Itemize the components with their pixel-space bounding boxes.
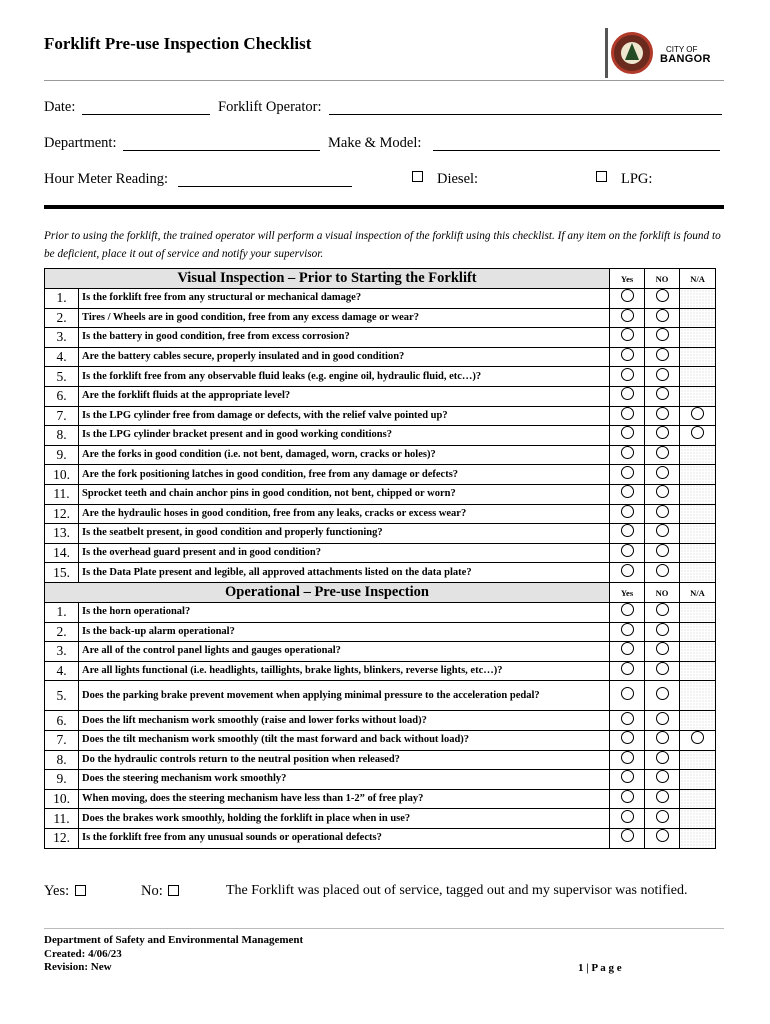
item-number: 1. xyxy=(45,603,79,623)
item-number: 7. xyxy=(45,730,79,750)
answer-cell-yes xyxy=(610,789,645,809)
radio-no[interactable] xyxy=(656,790,669,803)
answer-cell-na xyxy=(680,730,716,750)
answer-cell-na xyxy=(680,770,716,790)
answer-cell-yes xyxy=(610,563,645,583)
out-of-service-statement: The Forklift was placed out of service, tagged out and my supervisor was notified. xyxy=(226,883,688,898)
footer-rule xyxy=(44,928,724,929)
item-number: 14. xyxy=(45,543,79,563)
radio-no[interactable] xyxy=(656,466,669,479)
radio-no[interactable] xyxy=(656,407,669,420)
item-question: Is the forklift free from any observable fluid leaks (e.g. engine oil, hydraulic fluid, etc…)? xyxy=(79,367,610,387)
item-number: 3. xyxy=(45,328,79,348)
col-no: NO xyxy=(645,269,680,289)
answer-cell-no xyxy=(645,661,680,681)
radio-yes[interactable] xyxy=(621,309,634,322)
answer-cell-na xyxy=(680,328,716,348)
answer-cell-no xyxy=(645,426,680,446)
radio-yes[interactable] xyxy=(621,603,634,616)
checklist-row xyxy=(45,504,716,524)
checklist-row xyxy=(45,603,716,623)
item-number: 10. xyxy=(45,465,79,485)
answer-cell-na xyxy=(680,661,716,681)
answer-cell-no xyxy=(645,563,680,583)
visual-section-heading: Visual Inspection – Prior to Starting the Forklift xyxy=(45,269,610,289)
answer-cell-no xyxy=(645,524,680,544)
answer-cell-na xyxy=(680,809,716,829)
radio-no[interactable] xyxy=(656,289,669,302)
radio-yes[interactable] xyxy=(621,407,634,420)
checklist-row xyxy=(45,386,716,406)
date-label: Date: xyxy=(44,99,76,115)
visual-inspection-table xyxy=(44,268,716,583)
item-number: 15. xyxy=(45,563,79,583)
item-question: Do the hydraulic controls return to the neutral position when released? xyxy=(79,750,610,770)
answer-cell-no xyxy=(645,809,680,829)
radio-yes[interactable] xyxy=(621,623,634,636)
answer-cell-no xyxy=(645,750,680,770)
item-number: 11. xyxy=(45,484,79,504)
answer-cell-no xyxy=(645,642,680,662)
radio-yes[interactable] xyxy=(621,387,634,400)
item-question: Is the LPG cylinder free from damage or defects, with the relief valve pointed up? xyxy=(79,406,610,426)
radio-yes[interactable] xyxy=(621,524,634,537)
col-yes: Yes xyxy=(610,583,645,603)
answer-cell-yes xyxy=(610,543,645,563)
operational-header-row xyxy=(45,583,716,603)
radio-yes[interactable] xyxy=(621,810,634,823)
item-question: Is the Data Plate present and legible, all approved attachments listed on the data plate? xyxy=(79,563,610,583)
answer-cell-na xyxy=(680,789,716,809)
radio-no[interactable] xyxy=(656,524,669,537)
answer-cell-na xyxy=(680,681,716,711)
answer-cell-yes xyxy=(610,661,645,681)
radio-yes[interactable] xyxy=(621,731,634,744)
item-question: Are all of the control panel lights and gauges operational? xyxy=(79,642,610,662)
col-na: N/A xyxy=(680,269,716,289)
yes-label: Yes: xyxy=(44,883,70,899)
answer-cell-no xyxy=(645,828,680,848)
operational-section-heading: Operational – Pre-use Inspection xyxy=(45,583,610,603)
checklist-row xyxy=(45,681,716,711)
tree-icon xyxy=(625,43,639,60)
answer-cell-no xyxy=(645,730,680,750)
item-number: 9. xyxy=(45,445,79,465)
answer-cell-no xyxy=(645,770,680,790)
radio-no[interactable] xyxy=(656,309,669,322)
radio-yes[interactable] xyxy=(621,770,634,783)
radio-yes[interactable] xyxy=(621,642,634,655)
make-model-label: Make & Model: xyxy=(328,135,422,151)
answer-cell-no xyxy=(645,622,680,642)
hour-meter-label: Hour Meter Reading: xyxy=(44,171,169,187)
yes-checkbox[interactable] xyxy=(75,885,86,896)
answer-cell-yes xyxy=(610,386,645,406)
item-number: 12. xyxy=(45,504,79,524)
answer-cell-na xyxy=(680,524,716,544)
answer-cell-na xyxy=(680,465,716,485)
header-rule xyxy=(44,80,724,81)
answer-cell-na xyxy=(680,711,716,731)
answer-cell-yes xyxy=(610,504,645,524)
answer-cell-yes xyxy=(610,828,645,848)
radio-no[interactable] xyxy=(656,731,669,744)
radio-yes[interactable] xyxy=(621,829,634,842)
out-of-service-yes xyxy=(44,883,86,900)
answer-cell-yes xyxy=(610,603,645,623)
radio-yes[interactable] xyxy=(621,289,634,302)
diesel-checkbox[interactable] xyxy=(412,171,423,182)
radio-no[interactable] xyxy=(656,770,669,783)
answer-cell-no xyxy=(645,406,680,426)
radio-no[interactable] xyxy=(656,485,669,498)
radio-no[interactable] xyxy=(656,505,669,518)
answer-cell-na xyxy=(680,367,716,387)
answer-cell-yes xyxy=(610,289,645,309)
radio-yes[interactable] xyxy=(621,348,634,361)
radio-na[interactable] xyxy=(691,426,704,439)
item-question: Does the steering mechanism work smoothly? xyxy=(79,770,610,790)
radio-yes[interactable] xyxy=(621,687,634,700)
item-question: Does the tilt mechanism work smoothly (tilt the mast forward and back without load)? xyxy=(79,730,610,750)
radio-no[interactable] xyxy=(656,368,669,381)
item-question: Is the forklift free from any unusual sounds or operational defects? xyxy=(79,828,610,848)
answer-cell-na xyxy=(680,750,716,770)
item-number: 8. xyxy=(45,426,79,446)
header-divider xyxy=(605,28,608,78)
checklist-row xyxy=(45,661,716,681)
radio-no[interactable] xyxy=(656,603,669,616)
radio-yes[interactable] xyxy=(621,544,634,557)
answer-cell-no xyxy=(645,465,680,485)
radio-yes[interactable] xyxy=(621,426,634,439)
radio-no[interactable] xyxy=(656,564,669,577)
item-question: Does the lift mechanism work smoothly (raise and lower forks without load)? xyxy=(79,711,610,731)
answer-cell-yes xyxy=(610,681,645,711)
item-question: Does the parking brake prevent movement when applying minimal pressure to the acceleration pedal? xyxy=(79,681,610,711)
answer-cell-yes xyxy=(610,347,645,367)
footer-revision: Revision: New xyxy=(44,961,112,973)
checklist-row xyxy=(45,622,716,642)
answer-cell-na xyxy=(680,603,716,623)
answer-cell-na xyxy=(680,642,716,662)
checklist-row xyxy=(45,367,716,387)
answer-cell-na xyxy=(680,289,716,309)
footer-department: Department of Safety and Environmental Management xyxy=(44,934,304,946)
answer-cell-yes xyxy=(610,406,645,426)
item-question: Is the overhead guard present and in good condition? xyxy=(79,543,610,563)
answer-cell-no xyxy=(645,543,680,563)
item-number: 7. xyxy=(45,406,79,426)
answer-cell-yes xyxy=(610,445,645,465)
answer-cell-na xyxy=(680,484,716,504)
radio-no[interactable] xyxy=(656,712,669,725)
visual-header-row xyxy=(45,269,716,289)
no-checkbox[interactable] xyxy=(168,885,179,896)
item-number: 2. xyxy=(45,308,79,328)
checklist-row xyxy=(45,809,716,829)
item-question: Is the LPG cylinder bracket present and in good working conditions? xyxy=(79,426,610,446)
answer-cell-no xyxy=(645,367,680,387)
answer-cell-na xyxy=(680,406,716,426)
answer-cell-yes xyxy=(610,642,645,662)
checklist-row xyxy=(45,484,716,504)
item-number: 5. xyxy=(45,367,79,387)
answer-cell-no xyxy=(645,386,680,406)
radio-yes[interactable] xyxy=(621,751,634,764)
answer-cell-no xyxy=(645,711,680,731)
answer-cell-na xyxy=(680,622,716,642)
lpg-checkbox[interactable] xyxy=(596,171,607,182)
item-number: 8. xyxy=(45,750,79,770)
item-question: Are the hydraulic hoses in good condition, free from any leaks, cracks or excess wear? xyxy=(79,504,610,524)
section-rule xyxy=(44,205,724,209)
answer-cell-na xyxy=(680,386,716,406)
radio-yes[interactable] xyxy=(621,712,634,725)
item-number: 6. xyxy=(45,711,79,731)
radio-no[interactable] xyxy=(656,687,669,700)
logo-city-of: CITY OF xyxy=(666,45,698,54)
radio-yes[interactable] xyxy=(621,485,634,498)
item-number: 1. xyxy=(45,289,79,309)
checklist-row xyxy=(45,711,716,731)
instructions-text: Prior to using the forklift, the trained operator will perform a visual inspection of the forklift using this checklist. If any item on the forklift is found to be deficient, place it out of service and notify your supervisor. xyxy=(44,230,721,260)
radio-no[interactable] xyxy=(656,810,669,823)
answer-cell-no xyxy=(645,289,680,309)
answer-cell-yes xyxy=(610,711,645,731)
checklist-row xyxy=(45,730,716,750)
item-question: Sprocket teeth and chain anchor pins in good condition, not bent, chipped or worn? xyxy=(79,484,610,504)
col-yes: Yes xyxy=(610,269,645,289)
answer-cell-yes xyxy=(610,622,645,642)
answer-cell-yes xyxy=(610,328,645,348)
radio-no[interactable] xyxy=(656,751,669,764)
no-label: No: xyxy=(141,883,163,899)
answer-cell-yes xyxy=(610,308,645,328)
answer-cell-no xyxy=(645,789,680,809)
answer-cell-yes xyxy=(610,426,645,446)
radio-yes[interactable] xyxy=(621,446,634,459)
radio-no[interactable] xyxy=(656,623,669,636)
radio-yes[interactable] xyxy=(621,368,634,381)
item-question: Does the brakes work smoothly, holding the forklift in place when in use? xyxy=(79,809,610,829)
item-number: 6. xyxy=(45,386,79,406)
item-question: Are the fork positioning latches in good condition, free from any damage or defects? xyxy=(79,465,610,485)
radio-no[interactable] xyxy=(656,544,669,557)
hour-meter-field[interactable] xyxy=(178,171,352,187)
item-number: 2. xyxy=(45,622,79,642)
answer-cell-no xyxy=(645,504,680,524)
answer-cell-na xyxy=(680,445,716,465)
answer-cell-yes xyxy=(610,770,645,790)
checklist-row xyxy=(45,642,716,662)
answer-cell-yes xyxy=(610,465,645,485)
item-number: 4. xyxy=(45,347,79,367)
checklist-row xyxy=(45,770,716,790)
checklist-row xyxy=(45,465,716,485)
item-question: Are the battery cables secure, properly insulated and in good condition? xyxy=(79,347,610,367)
radio-no[interactable] xyxy=(656,387,669,400)
item-question: Are all lights functional (i.e. headlights, taillights, brake lights, blinkers, reverse lights, etc…)? xyxy=(79,661,610,681)
radio-yes[interactable] xyxy=(621,505,634,518)
out-of-service-no xyxy=(141,883,179,900)
answer-cell-na xyxy=(680,426,716,446)
item-question: When moving, does the steering mechanism have less than 1-2” of free play? xyxy=(79,789,610,809)
item-question: Is the back-up alarm operational? xyxy=(79,622,610,642)
answer-cell-yes xyxy=(610,484,645,504)
lpg-label: LPG: xyxy=(621,171,653,187)
page-title: Forklift Pre-use Inspection Checklist xyxy=(44,34,312,53)
operational-inspection-table xyxy=(44,582,716,849)
radio-no[interactable] xyxy=(656,328,669,341)
answer-cell-na xyxy=(680,347,716,367)
col-na: N/A xyxy=(680,583,716,603)
checklist-row xyxy=(45,406,716,426)
item-number: 12. xyxy=(45,828,79,848)
operator-label: Forklift Operator: xyxy=(218,99,322,115)
checklist-row xyxy=(45,524,716,544)
answer-cell-na xyxy=(680,543,716,563)
item-number: 13. xyxy=(45,524,79,544)
radio-yes[interactable] xyxy=(621,790,634,803)
answer-cell-yes xyxy=(610,730,645,750)
answer-cell-no xyxy=(645,681,680,711)
item-question: Is the horn operational? xyxy=(79,603,610,623)
radio-yes[interactable] xyxy=(621,662,634,675)
radio-yes[interactable] xyxy=(621,466,634,479)
checklist-row xyxy=(45,308,716,328)
item-question: Is the forklift free from any structural or mechanical damage? xyxy=(79,289,610,309)
answer-cell-no xyxy=(645,308,680,328)
radio-na[interactable] xyxy=(691,731,704,744)
item-question: Is the battery in good condition, free from excess corrosion? xyxy=(79,328,610,348)
answer-cell-yes xyxy=(610,524,645,544)
radio-yes[interactable] xyxy=(621,564,634,577)
footer-created: Created: 4/06/23 xyxy=(44,947,122,960)
answer-cell-yes xyxy=(610,367,645,387)
radio-no[interactable] xyxy=(656,446,669,459)
radio-no[interactable] xyxy=(656,829,669,842)
footer-info xyxy=(44,934,303,975)
checklist-row xyxy=(45,445,716,465)
item-number: 9. xyxy=(45,770,79,790)
answer-cell-na xyxy=(680,308,716,328)
department-label: Department: xyxy=(44,135,117,151)
radio-no[interactable] xyxy=(656,348,669,361)
radio-no[interactable] xyxy=(656,662,669,675)
answer-cell-yes xyxy=(610,809,645,829)
diesel-label: Diesel: xyxy=(437,171,479,187)
checklist-row xyxy=(45,328,716,348)
answer-cell-no xyxy=(645,328,680,348)
answer-cell-na xyxy=(680,828,716,848)
item-number: 4. xyxy=(45,661,79,681)
radio-no[interactable] xyxy=(656,642,669,655)
make-model-field[interactable] xyxy=(433,135,720,151)
operator-field[interactable] xyxy=(329,99,722,115)
checklist-row xyxy=(45,828,716,848)
department-field[interactable] xyxy=(123,135,320,151)
answer-cell-yes xyxy=(610,750,645,770)
checklist-row xyxy=(45,543,716,563)
col-no: NO xyxy=(645,583,680,603)
page-number: 1 | P a g e xyxy=(578,962,622,974)
item-number: 11. xyxy=(45,809,79,829)
city-seal-logo xyxy=(611,32,653,74)
logo-bangor: BANGOR xyxy=(660,53,711,65)
answer-cell-no xyxy=(645,445,680,465)
checklist-row xyxy=(45,347,716,367)
radio-na[interactable] xyxy=(691,407,704,420)
checklist-row xyxy=(45,426,716,446)
date-field[interactable] xyxy=(82,99,210,115)
item-question: Are the forks in good condition (i.e. not bent, damaged, worn, cracks or holes)? xyxy=(79,445,610,465)
item-number: 3. xyxy=(45,642,79,662)
answer-cell-no xyxy=(645,603,680,623)
answer-cell-na xyxy=(680,563,716,583)
checklist-row xyxy=(45,789,716,809)
answer-cell-no xyxy=(645,484,680,504)
radio-yes[interactable] xyxy=(621,328,634,341)
checklist-row xyxy=(45,289,716,309)
item-question: Tires / Wheels are in good condition, free from any excess damage or wear? xyxy=(79,308,610,328)
item-number: 5. xyxy=(45,681,79,711)
checklist-row xyxy=(45,563,716,583)
radio-no[interactable] xyxy=(656,426,669,439)
checklist-row xyxy=(45,750,716,770)
answer-cell-na xyxy=(680,504,716,524)
item-question: Is the seatbelt present, in good condition and properly functioning? xyxy=(79,524,610,544)
item-number: 10. xyxy=(45,789,79,809)
item-question: Are the forklift fluids at the appropriate level? xyxy=(79,386,610,406)
answer-cell-no xyxy=(645,347,680,367)
